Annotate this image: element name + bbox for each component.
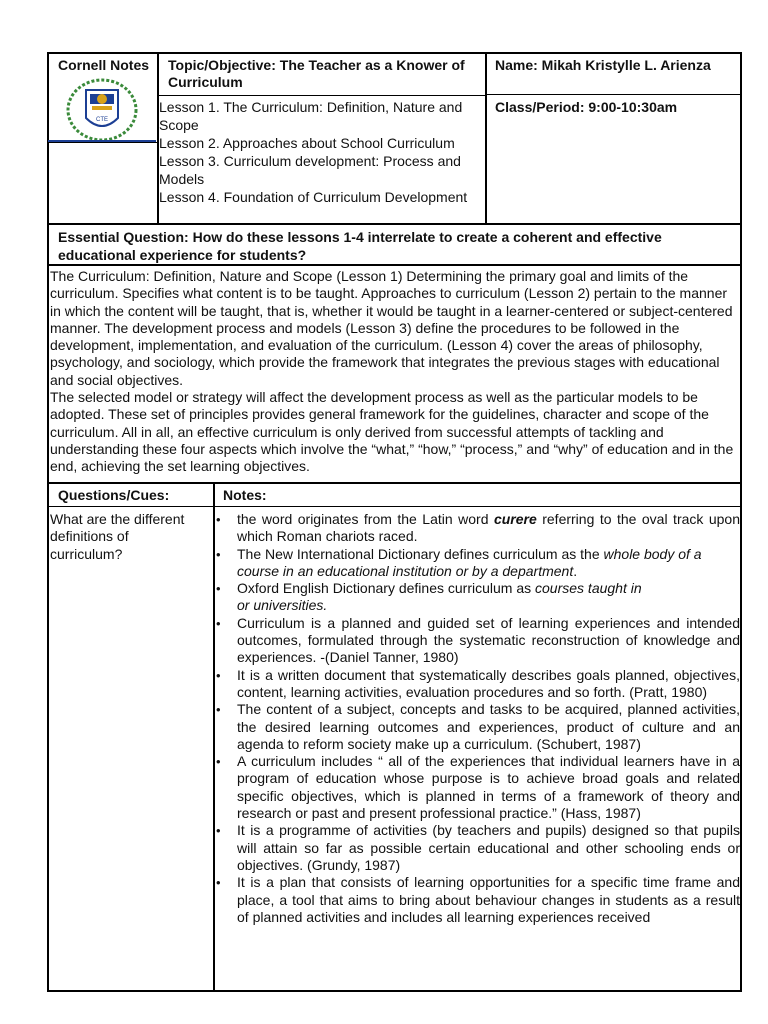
divider (157, 95, 485, 96)
topic-objective: Topic/Objective: The Teacher as a Knower of Curriculum (168, 57, 465, 90)
note-item: • the word originates from the Latin word curere referring to the oval track upon which Roman chariots raced. (214, 511, 740, 546)
note-item: • A curriculum includes “ all of the experiences that individual learners have in a program of education whose purpose is to achieve broad goals and related specific objectives, which is planned in terms of a framework of theory and research or past and present professional practice.” (Hass, 1987) (214, 753, 740, 822)
divider (47, 223, 742, 225)
lesson-item: Lesson 4. Foundation of Curriculum Development (159, 189, 468, 205)
essential-question: Essential Question: How do these lessons 1-4 interrelate to create a coherent and effective educational experience for students? (58, 229, 662, 263)
divider (47, 142, 157, 143)
divider (47, 506, 742, 507)
summary-text (50, 268, 740, 476)
note-item: • It is a programme of activities (by teachers and pupils) designed so that pupils will attain so far as possible certain educational and other schooling ends or objectives. (Grundy, 1987) (214, 822, 740, 874)
notes-list (214, 511, 740, 926)
lesson-item: Lesson 2. Approaches about School Curriculum (159, 135, 455, 151)
notes-header: Notes: (223, 487, 267, 503)
note-item: • The content of a subject, concepts and tasks to be acquired, planned activities, the desired learning outcomes and experiences, product of culture and an agenda to reform society make up a curriculum. (Schubert, 1987) (214, 701, 740, 753)
note-item: • The New International Dictionary defines curriculum as the whole body of a course in an educational institution or by a department. (214, 546, 740, 581)
summary-paragraph: The Curriculum: Definition, Nature and Scope (Lesson 1) Determining the primary goal and limits of the curriculum. Specifies what content is to be taught. Approaches to curriculum (Lesson 2) pertain to the manner in which the content will be taught, that is, whether it would be taught in a learner-centered or subject-centered manner. The development process and models (Lesson 3) define the procedures to be followed in the development, implementation, and evaluation of the curriculum. (Lesson 4) cover the areas of philosophy, psychology, and sociology, which provide the framework that integrates the previous stages with educational and social objectives. (50, 268, 733, 388)
student-name: Name: Mikah Kristylle L. Arienza (495, 57, 711, 73)
note-item: • Curriculum is a planned and guided set of learning experiences and intended outcomes, formulated through the systematic reconstruction of knowledge and experiences. -(Daniel Tanner, 1980) (214, 615, 740, 667)
lessons-list (159, 98, 485, 206)
lesson-item: Lesson 3. Curriculum development: Process and Models (159, 153, 461, 187)
question-cue: What are the different definitions of curriculum? (50, 511, 185, 562)
divider (47, 264, 742, 266)
note-item: • Oxford English Dictionary defines curriculum as courses taught in or universities. (214, 580, 740, 615)
questions-header: Questions/Cues: (58, 487, 170, 503)
divider (485, 94, 742, 95)
divider (47, 482, 742, 484)
class-period: Class/Period: 9:00-10:30am (495, 99, 678, 115)
note-item: • It is a plan that consists of learning opportunities for a specific time frame and place, a tool that aims to bring about behaviour changes in students as a result of planned activities and includes all learning experiences received (214, 874, 740, 926)
logo-text: CTE (96, 117, 108, 123)
divider (485, 52, 487, 224)
cornell-notes-label: Cornell Notes (58, 57, 150, 73)
school-logo (48, 78, 156, 142)
lesson-item: Lesson 1. The Curriculum: Definition, Nature and Scope (159, 99, 463, 133)
summary-paragraph: The selected model or strategy will affect the development process as well as the particular models to be adopted. These set of principles provides general framework for the guidelines, character and scope of the curriculum. All in all, an effective curriculum is only derived from successful attempts of tackling and understanding these four aspects which involve the “what,” “how,” “process,” and “why” of education and in the end, achieving the set learning objectives. (50, 389, 734, 475)
note-item: • It is a written document that systematically describes goals planned, objectives, content, learning activities, evaluation procedures and so forth. (Pratt, 1980) (214, 667, 740, 702)
